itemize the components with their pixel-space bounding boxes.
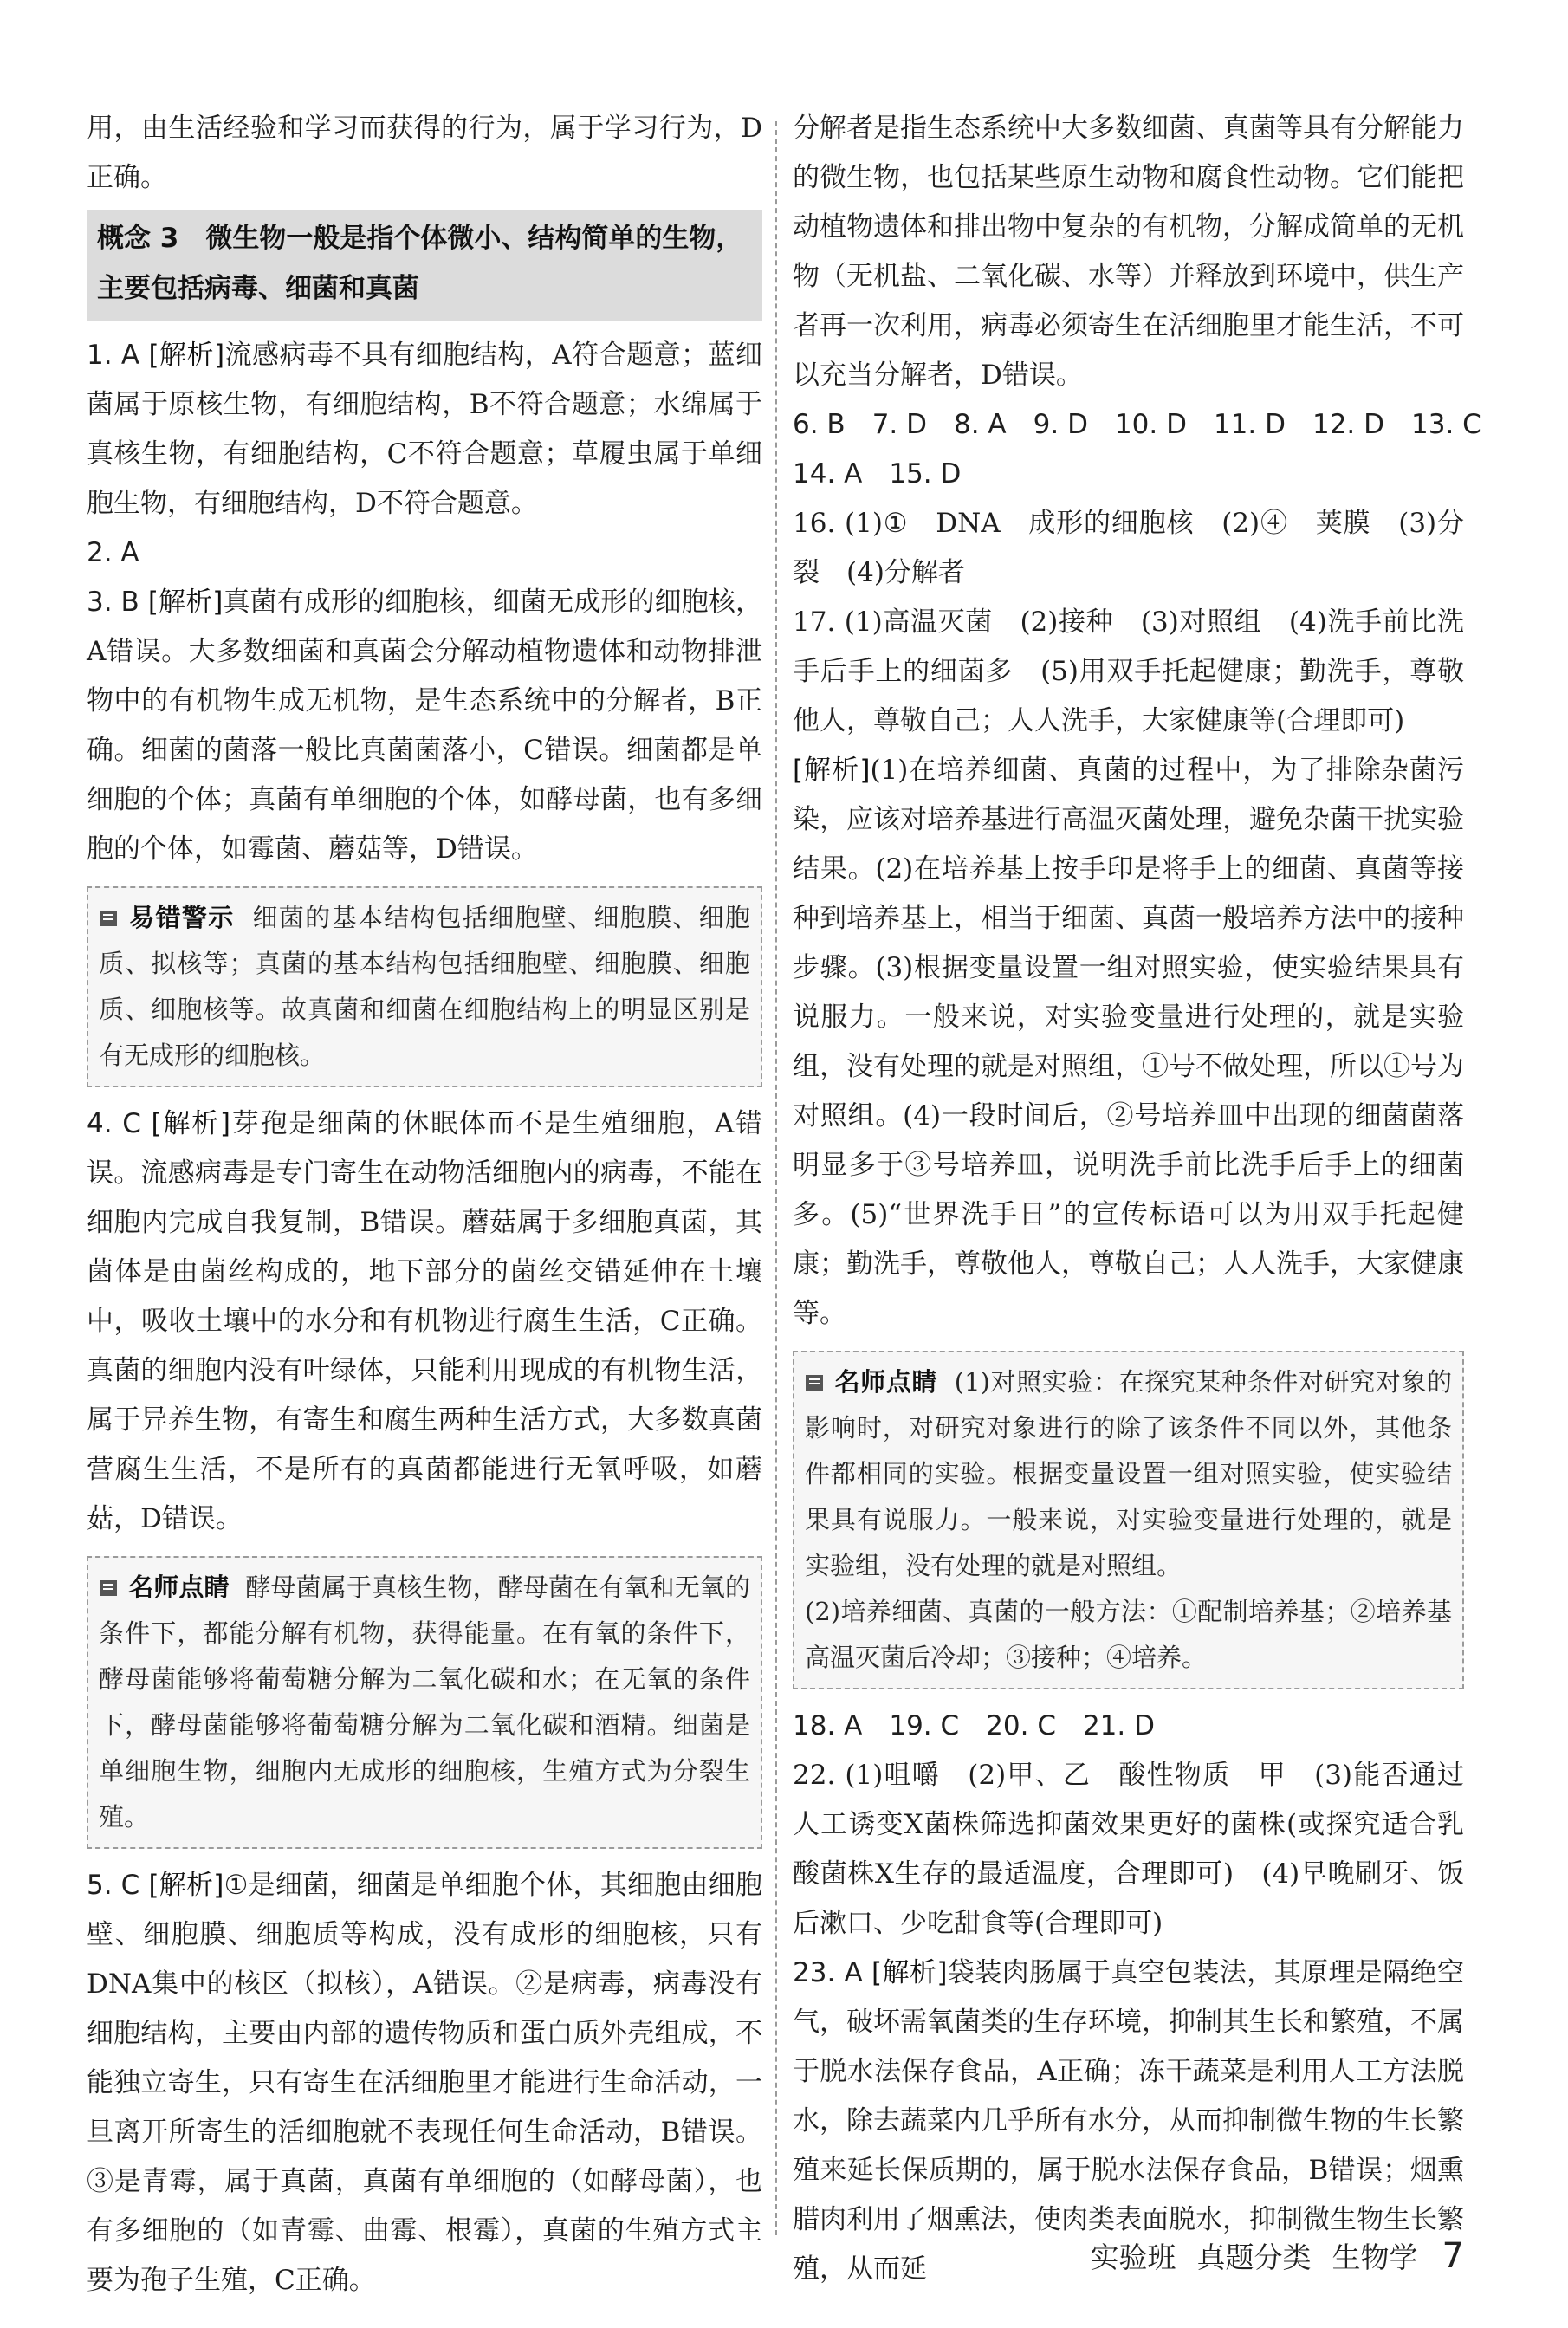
note-icon xyxy=(99,1578,121,1598)
left-column xyxy=(87,104,762,2305)
note-text: 酵母菌属于真核生物，酵母菌在有氧和无氧的条件下，都能分解有机物，获得能量。在有氧的条件下，酵母菌能够将葡萄糖分解为二氧化碳和水；在无氧的条件下，酵母菌能够将葡萄糖分解为二氧化碳和酒精。细菌是单细胞生物，细胞内无成形的细胞核，生殖方式为分裂生殖。 xyxy=(99,1573,750,1832)
column-divider xyxy=(775,121,777,2235)
answers-18-21: 18. A 19. C 20. C 21. D xyxy=(793,1710,1155,1741)
continued-paragraph: 分解者是指生态系统中大多数细菌、真菌等具有分解能力的微生物，也包括某些原生动物和腐食性动物。它们能把动植物遗体和排出物中复杂的有机物，分解成简单的无机物（无机盐、二氧化碳、水等）并释放到环境中，供生产者再一次利用，病毒必须寄生在活细胞里才能生活，不可以充当分解者，D错误。 xyxy=(793,113,1464,391)
analysis-tag: [解析] xyxy=(793,755,871,786)
analysis-tag: [解析] xyxy=(148,1870,224,1901)
analysis-tag: [解析] xyxy=(871,1957,948,1988)
analysis-tag: [解析] xyxy=(148,340,225,371)
note-error-warning xyxy=(87,886,762,1087)
subject-name: 生物学 xyxy=(1332,2240,1418,2274)
analysis-text: 袋装肉肠属于真空包装法，其原理是隔绝空气，破坏需氧菌类的生存环境，抑制其生长和繁殖，不属于脱水法保存食品，A正确；冻干蔬菜是利用人工方法脱水，除去蔬菜内几乎所有水分，从而抑制微生物的生长繁殖来延长保质期的，属于脱水法保存食品，B错误；烟熏腊肉利用了烟熏法，使肉类表面脱水，抑制微生物生长繁殖，从而延 xyxy=(793,1957,1464,2285)
analysis-text: ①是细菌，细菌是单细胞个体，其细胞由细胞壁、细胞膜、细胞质等构成，没有成形的细胞核，只有DNA集中的核区（拟核），A错误。②是病毒，病毒没有细胞结构，主要由内部的遗传物质和蛋白质外壳组成，不能独立寄生，只有寄生在活细胞里才能进行生命活动，一旦离开所寄生的活细胞就不表现任何生命活动，B错误。③是青霉，属于真菌，真菌有单细胞的（如酵母菌），也有多细胞的（如青霉、曲霉、根霉），真菌的生殖方式主要为孢子生殖，C正确。 xyxy=(87,1870,762,2296)
note-title: 易错警示 xyxy=(128,903,235,932)
answer-3 xyxy=(87,578,762,874)
answer-5 xyxy=(87,1861,762,2305)
intro-paragraph: 用，由生活经验和学习而获得的行为，属于学习行为，D正确。 xyxy=(87,113,762,193)
analysis-text: 真菌有成形的细胞核，细菌无成形的细胞核，A错误。大多数细菌和真菌会分解动植物遗体和动物排泄物中的有机物生成无机物，是生态系统中的分解者，B正确。细菌的菌落一般比真菌菌落小，C错误。细菌都是单细胞的个体；真菌有单细胞的个体，如酵母菌，也有多细胞的个体，如霉菌、蘑菇等，D错误。 xyxy=(87,587,762,865)
note-icon xyxy=(99,908,121,929)
answer-4 xyxy=(87,1099,762,1544)
note-teacher-tip-2 xyxy=(793,1351,1464,1689)
analysis-tag: [解析] xyxy=(151,1108,230,1139)
series-name: 实验班 xyxy=(1090,2240,1176,2274)
answer-17: 17. (1)高温灭菌 (2)接种 (3)对照组 (4)洗手前比洗手后手上的细菌多 (5)用双手托起健康；勤洗手，尊敬他人，尊敬自己；人人洗手，大家健康等(合理即可) xyxy=(793,606,1464,736)
concept-heading: 概念 3 微生物一般是指个体微小、结构简单的生物，主要包括病毒、细菌和真菌 xyxy=(87,210,762,321)
answer-number: 5. C xyxy=(87,1870,140,1901)
answer-2: 2. A xyxy=(87,537,139,568)
answer-number: 1. A xyxy=(87,340,140,371)
answer-16: 16. (1)① DNA 成形的细胞核 (2)④ 荚膜 (3)分裂 (4)分解者 xyxy=(793,508,1464,588)
note-title: 名师点睛 xyxy=(834,1367,938,1397)
answer-22: 22. (1)咀嚼 (2)甲、乙 酸性物质 甲 (3)能否通过人工诱变X菌株筛选抑菌效果更好的菌株(或探究适合乳酸菌株X生存的最适温度，合理即可) (4)早晚刷牙、饭后漱口、少吃甜食等(合理即可) xyxy=(793,1760,1464,1939)
answer-1 xyxy=(87,331,762,529)
right-column xyxy=(793,104,1481,2294)
answer-number: 23. A xyxy=(793,1957,863,1988)
note-text-2: (2)培养细菌、真菌的一般方法：①配制培养基；②培养基高温灭菌后冷却；③接种；④培养。 xyxy=(805,1597,1452,1672)
answers-14-15: 14. A 15. D xyxy=(793,458,962,490)
answers-6-13: 6. B 7. D 8. A 9. D 10. D 11. D 12. D 13. C xyxy=(793,409,1481,440)
note-text: 细菌的基本结构包括细胞壁、细胞膜、细胞质、拟核等；真菌的基本结构包括细胞壁、细胞膜、细胞质、细胞核等。故真菌和细菌在细胞结构上的明显区别是有无成形的细胞核。 xyxy=(99,903,750,1070)
analysis-text: 芽孢是细菌的休眠体而不是生殖细胞，A错误。流感病毒是专门寄生在动物活细胞内的病毒，不能在细胞内完成自我复制，B错误。蘑菇属于多细胞真菌，其菌体是由菌丝构成的，地下部分的菌丝交错延伸在土壤中，吸收土壤中的水分和有机物进行腐生生活，C正确。真菌的细胞内没有叶绿体，只能利用现成的有机物生活，属于异养生物，有寄生和腐生两种生活方式，大多数真菌营腐生生活，不是所有的真菌都能进行无氧呼吸，如蘑菇，D错误。 xyxy=(87,1108,762,1534)
note-text: (1)对照实验：在探究某种条件对研究对象的影响时，对研究对象进行的除了该条件不同以外，其他条件都相同的实验。根据变量设置一组对照实验，使实验结果具有说服力。一般来说，对实验变量进行处理的，就是实验组，没有处理的就是对照组。 xyxy=(805,1367,1452,1580)
answer-number: 3. B xyxy=(87,587,139,618)
page-number: 7 xyxy=(1442,2235,1464,2276)
note-teacher-tip xyxy=(87,1556,762,1849)
answer-17-analysis xyxy=(793,746,1464,1339)
analysis-text: 流感病毒不具有细胞结构，A符合题意；蓝细菌属于原核生物，有细胞结构，B不符合题意；水绵属于真核生物，有细胞结构，C不符合题意；草履虫属于单细胞生物，有细胞结构，D不符合题意。 xyxy=(87,340,763,519)
analysis-text: (1)在培养细菌、真菌的过程中，为了排除杂菌污染，应该对培养基进行高温灭菌处理，避免杂菌干扰实验结果。(2)在培养基上按手印是将手上的细菌、真菌等接种到培养基上，相当于细菌、真菌一般培养方法中的接种步骤。(3)根据变量设置一组对照实验，使实验结果具有说服力。一般来说，对实验变量进行处理的，就是实验组，没有处理的就是对照组，①号不做处理，所以①号为对照组。(4)一段时间后，②号培养皿中出现的细菌菌落明显多于③号培养皿，说明洗手前比洗手后手上的细菌多。(5)“世界洗手日”的宣传标语可以为用双手托起健康；勤洗手，尊敬他人，尊敬自己；人人洗手，大家健康等。 xyxy=(793,755,1464,1329)
note-title: 名师点睛 xyxy=(128,1573,230,1602)
analysis-tag: [解析] xyxy=(147,587,224,618)
answer-number: 4. C xyxy=(87,1108,141,1139)
book-name: 真题分类 xyxy=(1196,2240,1312,2274)
note-icon xyxy=(805,1372,827,1393)
page-footer xyxy=(1070,2235,1464,2276)
